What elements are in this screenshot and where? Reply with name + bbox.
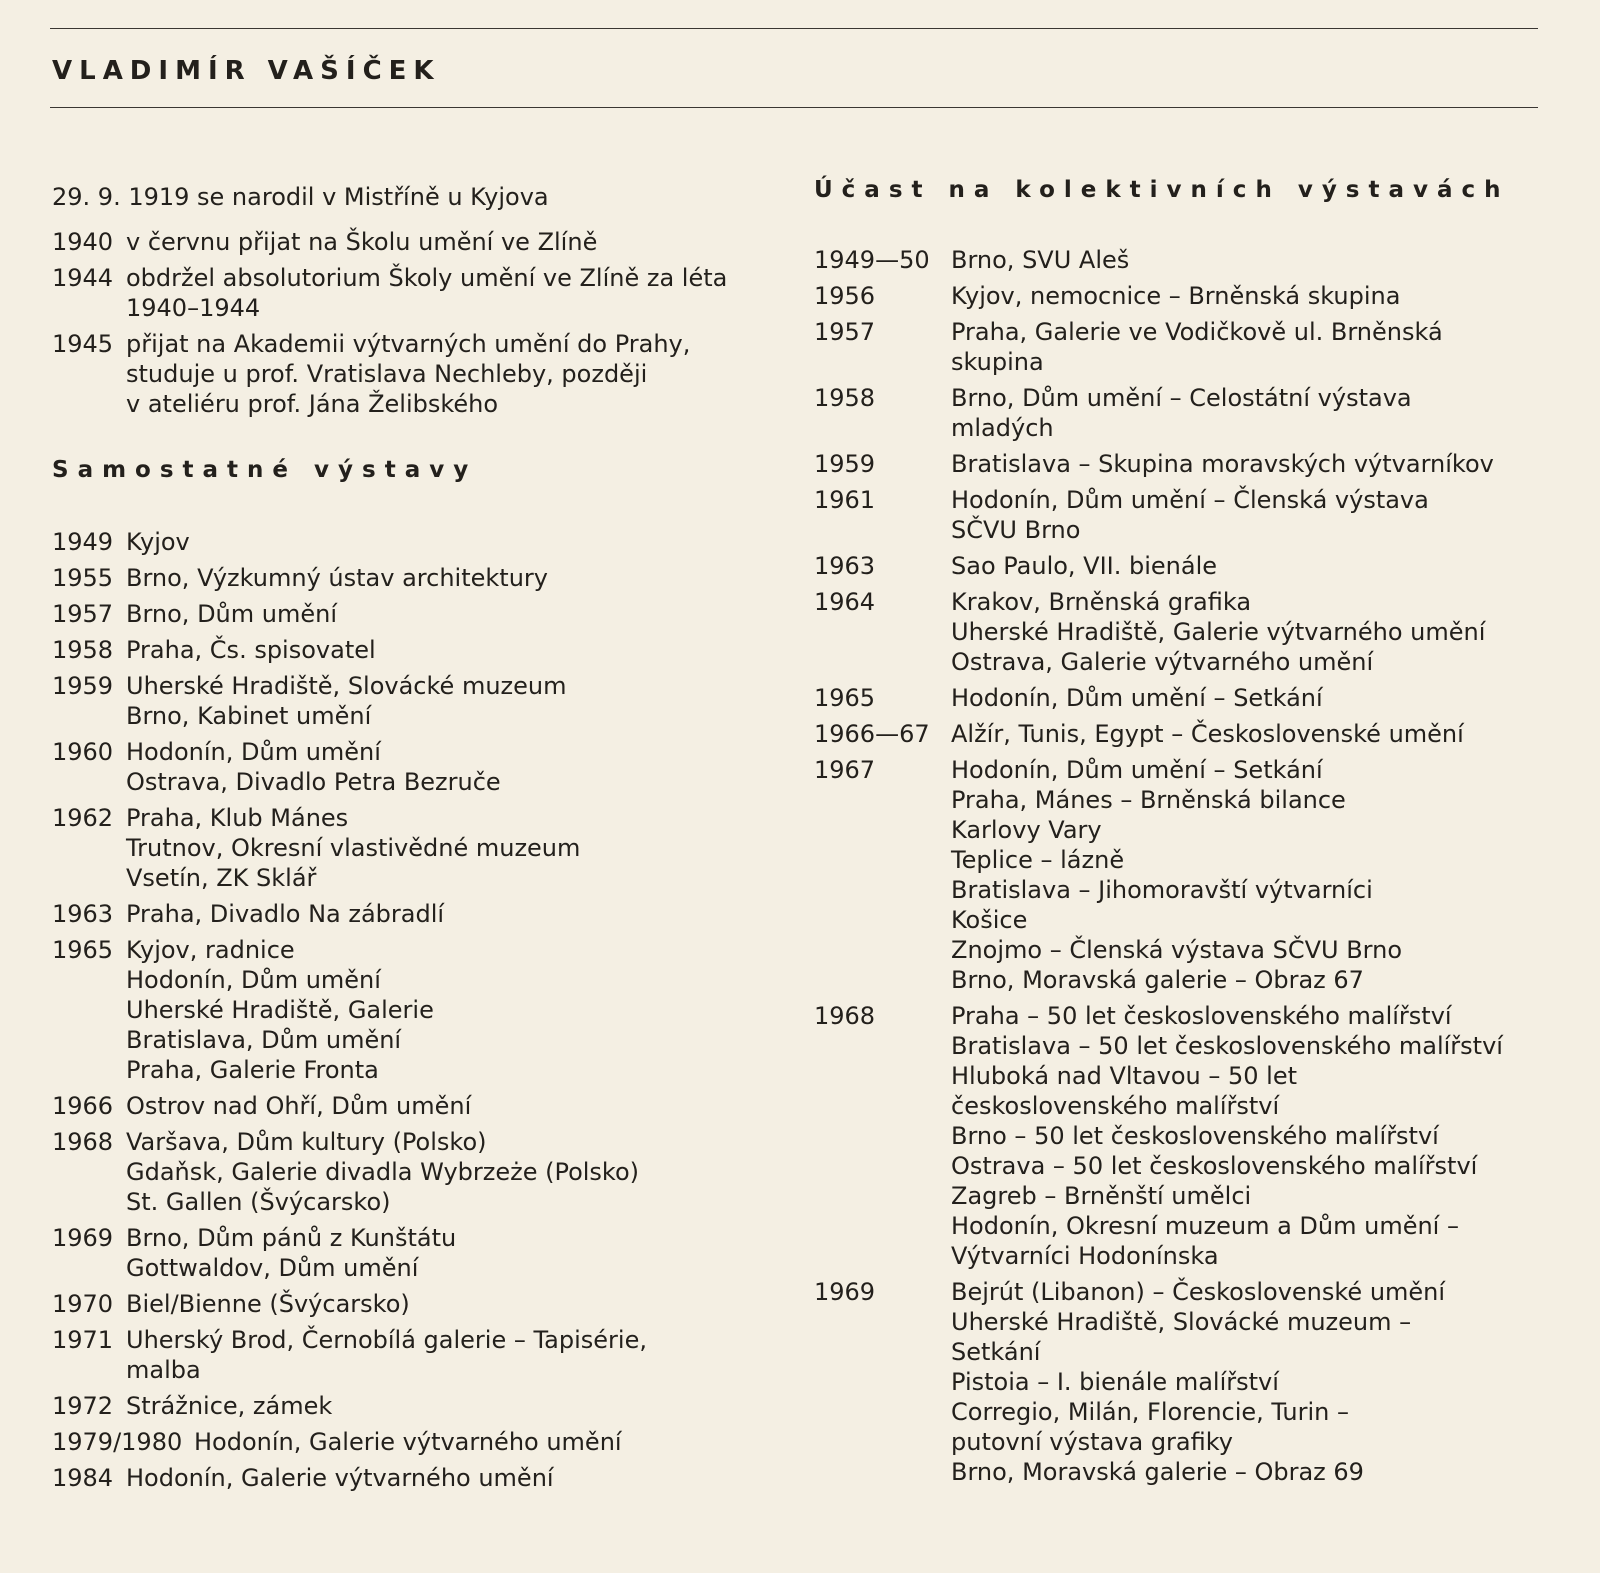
- entry-line: Uherské Hradiště, Galerie: [126, 996, 434, 1024]
- birth-statement: 29. 9. 1919 se narodil v Mistříně u Kyjova: [52, 183, 549, 211]
- exhibition-entry: [814, 281, 1554, 311]
- entry-text: [951, 587, 1554, 677]
- entry-line: Bratislava, Dům umění: [126, 1026, 402, 1054]
- exhibition-entry: [814, 1001, 1554, 1271]
- entry-line: Brno, Moravská galerie – Obraz 67: [951, 966, 1364, 994]
- entry-line: Hluboká nad Vltavou – 50 let: [951, 1062, 1298, 1090]
- entry-line: Alžír, Tunis, Egypt – Československé umění: [951, 720, 1464, 748]
- entry-line: Brno, Dům umění: [126, 600, 337, 628]
- entry-year: 1959: [814, 450, 876, 478]
- entry-year: 1959: [52, 672, 114, 700]
- entry-line: Praha – 50 let československého malířství: [951, 1002, 1452, 1030]
- exhibition-entry: [52, 1391, 782, 1421]
- entry-year: 1970: [52, 1290, 114, 1318]
- entry-year: 1971: [52, 1326, 114, 1354]
- entry-line: Strážnice, zámek: [126, 1392, 333, 1420]
- entry-line: Ostrava, Divadlo Petra Bezruče: [126, 768, 501, 796]
- entry-year: 1944: [52, 264, 114, 292]
- entry-text: [126, 563, 782, 593]
- exhibition-entry: [52, 563, 782, 593]
- entry-line: Praha, Galerie Fronta: [126, 1056, 379, 1084]
- entry-text: [126, 671, 782, 731]
- entry-text: [126, 1091, 782, 1121]
- exhibition-entry: [52, 1223, 782, 1283]
- entry-line: Brno, Dům umění – Celostátní výstava: [951, 384, 1412, 412]
- entry-text: [126, 1325, 782, 1385]
- entry-line: Biel/Bienne (Švýcarsko): [126, 1290, 410, 1318]
- entry-year: 1955: [52, 564, 114, 592]
- entry-line: Hodonín, Dům umění: [126, 738, 381, 766]
- entry-line: v ateliéru prof. Jána Želibského: [126, 390, 499, 418]
- entry-text: [951, 551, 1554, 581]
- entry-line: Karlovy Vary: [951, 816, 1102, 844]
- entry-year: 1979/1980: [52, 1428, 183, 1456]
- entry-line: Teplice – lázně: [951, 846, 1125, 874]
- entry-text: [126, 1223, 782, 1283]
- entry-line: Uherské Hradiště, Slovácké muzeum: [126, 672, 567, 700]
- group-exhibitions-heading: Účast na kolektivních výstavách: [814, 177, 1510, 203]
- exhibition-entry: [814, 1277, 1554, 1487]
- entry-year: 1967: [814, 756, 876, 784]
- entry-text: [126, 263, 782, 323]
- entry-text: [951, 383, 1554, 443]
- entry-year: 1957: [52, 600, 114, 628]
- entry-text: [126, 1463, 782, 1493]
- entry-line: Ostrava, Galerie výtvarného umění: [951, 648, 1374, 676]
- entry-text: [126, 329, 782, 419]
- entry-line: Corregio, Milán, Florencie, Turin –: [951, 1398, 1350, 1426]
- exhibition-entry: [52, 263, 782, 323]
- entry-line: Praha, Mánes – Brněnská bilance: [951, 786, 1346, 814]
- title-rule: [50, 107, 1538, 108]
- entry-line: Kyjov, nemocnice – Brněnská skupina: [951, 282, 1401, 310]
- entry-year: 1961: [814, 486, 876, 514]
- entry-year: 1966: [52, 1092, 114, 1120]
- entry-text: [126, 935, 782, 1085]
- entry-text: [126, 737, 782, 797]
- exhibition-entry: [814, 449, 1554, 479]
- entry-line: Brno – 50 let československého malířství: [951, 1122, 1439, 1150]
- entry-year: 1958: [52, 636, 114, 664]
- exhibition-entry: [814, 383, 1554, 443]
- entry-line: Bratislava – Skupina moravských výtvarníkov: [951, 450, 1494, 478]
- entry-line: Ostrov nad Ohří, Dům umění: [126, 1092, 472, 1120]
- entry-line: Hodonín, Okresní muzeum a Dům umění –: [951, 1212, 1459, 1240]
- entry-line: Varšava, Dům kultury (Polsko): [126, 1128, 487, 1156]
- entry-line: Trutnov, Okresní vlastivědné muzeum: [126, 834, 581, 862]
- entry-text: [951, 683, 1554, 713]
- entry-line: československého malířství: [951, 1092, 1280, 1120]
- entry-year: 1968: [814, 1002, 876, 1030]
- entry-line: Znojmo – Členská výstava SČVU Brno: [951, 936, 1403, 964]
- entry-year: 1972: [52, 1392, 114, 1420]
- entry-line: Kyjov: [126, 528, 190, 556]
- exhibition-entry: [52, 899, 782, 929]
- exhibition-entry: [52, 737, 782, 797]
- artist-name-title: VLADIMÍR VAŠÍČEK: [52, 56, 441, 86]
- exhibition-entry: [52, 329, 782, 419]
- entry-year: 1984: [52, 1464, 114, 1492]
- entry-line: Ostrava – 50 let československého malířství: [951, 1152, 1478, 1180]
- exhibition-entry: [52, 635, 782, 665]
- entry-line: Gottwaldov, Dům umění: [126, 1254, 419, 1282]
- entry-year: 1958: [814, 384, 876, 412]
- entry-line: Hodonín, Dům umění – Členská výstava: [951, 486, 1429, 514]
- exhibition-entry: [52, 1325, 782, 1385]
- entry-line: Praha, Klub Mánes: [126, 804, 349, 832]
- exhibition-entry: [52, 1289, 782, 1319]
- entry-line: studuje u prof. Vratislava Nechleby, později: [126, 360, 648, 388]
- entry-year: 1960: [52, 738, 114, 766]
- entry-line: mladých: [951, 414, 1054, 442]
- entry-line: obdržel absolutorium Školy umění ve Zlíně za léta: [126, 264, 728, 292]
- entry-year: 1965: [814, 684, 876, 712]
- entry-line: Gdaňsk, Galerie divadla Wybrzeże (Polsko): [126, 1158, 640, 1186]
- exhibition-entry: [814, 719, 1554, 749]
- entry-year: 1969: [52, 1224, 114, 1252]
- entry-text: [951, 719, 1554, 749]
- entry-line: Zagreb – Brněnští umělci: [951, 1182, 1252, 1210]
- solo-exhibitions-list: [52, 527, 782, 1493]
- entry-text: [951, 485, 1554, 545]
- exhibition-entry: [814, 683, 1554, 713]
- entry-line: Brno, Výzkumný ústav architektury: [126, 564, 548, 592]
- entry-line: Hodonín, Dům umění – Setkání: [951, 756, 1323, 784]
- exhibition-entry: [52, 1127, 782, 1217]
- entry-text: [126, 1391, 782, 1421]
- entry-line: Praha, Divadlo Na zábradlí: [126, 900, 445, 928]
- entry-text: [126, 227, 782, 257]
- exhibition-entry: [52, 599, 782, 629]
- exhibition-entry: [52, 227, 782, 257]
- entry-line: Setkání: [951, 1338, 1041, 1366]
- entry-year: 1966—67: [814, 720, 930, 748]
- entry-line: 1940–1944: [126, 294, 261, 322]
- entry-line: Košice: [951, 906, 1028, 934]
- entry-text: [951, 1277, 1554, 1487]
- entry-line: Brno, Moravská galerie – Obraz 69: [951, 1458, 1364, 1486]
- entry-year: 1963: [814, 552, 876, 580]
- exhibition-entry: [814, 317, 1554, 377]
- exhibition-entry: [52, 671, 782, 731]
- entry-line: Brno, Kabinet umění: [126, 702, 372, 730]
- exhibition-entry: [52, 1427, 782, 1457]
- entry-line: Bratislava – Jihomoravští výtvarníci: [951, 876, 1373, 904]
- entry-line: Vsetín, ZK Sklář: [126, 864, 317, 892]
- exhibition-entry: [52, 1091, 782, 1121]
- entry-line: Pistoia – I. bienále malířství: [951, 1368, 1279, 1396]
- entry-line: Hodonín, Dům umění: [126, 966, 381, 994]
- entry-year: 1945: [52, 330, 114, 358]
- entry-year: 1969: [814, 1278, 876, 1306]
- entry-line: Hodonín, Dům umění – Setkání: [951, 684, 1323, 712]
- left-column: [52, 181, 782, 1493]
- entry-text: [951, 449, 1554, 479]
- entry-line: skupina: [951, 348, 1044, 376]
- entry-text: [126, 899, 782, 929]
- biography-list: [52, 227, 782, 419]
- exhibition-entry: [814, 755, 1554, 995]
- entry-year: 1965: [52, 936, 114, 964]
- exhibition-entry: [814, 245, 1554, 275]
- exhibition-entry: [52, 935, 782, 1085]
- entry-text: [126, 599, 782, 629]
- entry-line: Sao Paulo, VII. bienále: [951, 552, 1218, 580]
- entry-text: [951, 1001, 1554, 1271]
- entry-text: [126, 803, 782, 893]
- entry-text: [126, 1289, 782, 1319]
- entry-line: malba: [126, 1356, 201, 1384]
- entry-line: Výtvarníci Hodonínska: [951, 1242, 1219, 1270]
- exhibition-entry: [814, 551, 1554, 581]
- solo-exhibitions-heading: Samostatné výstavy: [52, 457, 478, 483]
- entry-year: 1963: [52, 900, 114, 928]
- exhibition-entry: [52, 1463, 782, 1493]
- entry-text: [126, 527, 782, 557]
- entry-year: 1949: [52, 528, 114, 556]
- entry-text: [951, 317, 1554, 377]
- entry-year: 1949—50: [814, 246, 930, 274]
- exhibition-entry: [814, 587, 1554, 677]
- top-rule: [50, 28, 1538, 29]
- entry-text: [126, 635, 782, 665]
- entry-line: Brno, SVU Aleš: [951, 246, 1130, 274]
- entry-line: v červnu přijat na Školu umění ve Zlíně: [126, 228, 598, 256]
- entry-line: putovní výstava grafiky: [951, 1428, 1233, 1456]
- entry-line: St. Gallen (Švýcarsko): [126, 1188, 391, 1216]
- entry-text: [951, 755, 1554, 995]
- entry-year: 1964: [814, 588, 876, 616]
- exhibition-entry: [52, 803, 782, 893]
- entry-text: [194, 1427, 782, 1457]
- entry-line: Uherské Hradiště, Galerie výtvarného umění: [951, 618, 1486, 646]
- right-column: [814, 177, 1554, 1487]
- entry-year: 1957: [814, 318, 876, 346]
- entry-line: přijat na Akademii výtvarných umění do Prahy,: [126, 330, 691, 358]
- entry-line: Praha, Čs. spisovatel: [126, 636, 376, 664]
- entry-text: [126, 1127, 782, 1217]
- entry-line: Kyjov, radnice: [126, 936, 295, 964]
- entry-line: Uherský Brod, Černobílá galerie – Tapisérie,: [126, 1326, 647, 1354]
- entry-line: Hodonín, Galerie výtvarného umění: [126, 1464, 554, 1492]
- entry-year: 1940: [52, 228, 114, 256]
- entry-line: Uherské Hradiště, Slovácké muzeum –: [951, 1308, 1412, 1336]
- entry-line: SČVU Brno: [951, 516, 1081, 544]
- entry-line: Praha, Galerie ve Vodičkově ul. Brněnská: [951, 318, 1443, 346]
- entry-year: 1968: [52, 1128, 114, 1156]
- entry-line: Bratislava – 50 let československého malířství: [951, 1032, 1503, 1060]
- entry-text: [951, 245, 1554, 275]
- exhibition-entry: [814, 485, 1554, 545]
- group-exhibitions-list: [814, 245, 1554, 1487]
- entry-line: Bejrút (Libanon) – Československé umění: [951, 1278, 1446, 1306]
- entry-year: 1962: [52, 804, 114, 832]
- entry-text: [951, 281, 1554, 311]
- entry-line: Krakov, Brněnská grafika: [951, 588, 1252, 616]
- entry-line: Hodonín, Galerie výtvarného umění: [194, 1428, 622, 1456]
- entry-line: Brno, Dům pánů z Kunštátu: [126, 1224, 457, 1252]
- entry-year: 1956: [814, 282, 876, 310]
- exhibition-entry: [52, 527, 782, 557]
